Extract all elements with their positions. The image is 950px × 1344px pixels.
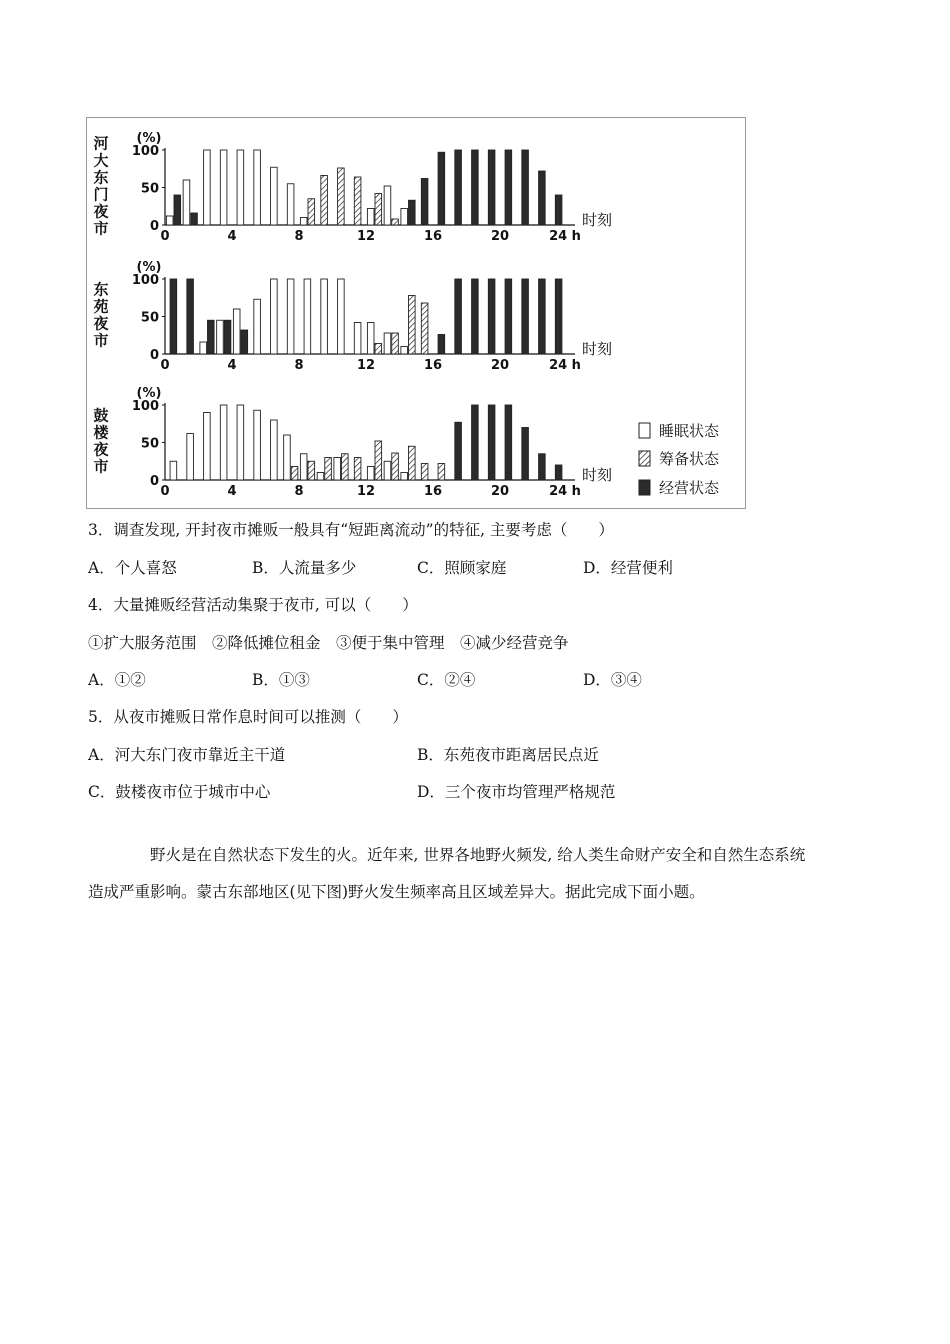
bar-sleep-h0 bbox=[170, 461, 177, 480]
chart-panel-1-title: 河大东门夜市 bbox=[93, 134, 109, 238]
x-tick-label: 8 bbox=[294, 484, 304, 499]
y-tick-label: 100 bbox=[131, 273, 159, 288]
bar-prep-h15 bbox=[421, 464, 428, 481]
bar-sleep-h10 bbox=[338, 279, 345, 354]
question-5-option-d[interactable]: D．三个夜市均管理严格规范 bbox=[417, 783, 616, 801]
bar-prep-h10 bbox=[338, 168, 345, 225]
y-tick-label: 50 bbox=[140, 310, 159, 326]
question-4-option-b[interactable]: B．①③ bbox=[252, 671, 310, 689]
bar-prep-h9 bbox=[325, 458, 332, 481]
bar-prep-h8 bbox=[308, 461, 315, 480]
bar-sleep-h9 bbox=[321, 279, 328, 354]
legend-swatch-sleep bbox=[639, 423, 650, 438]
x-tick-label: 4 bbox=[227, 358, 237, 373]
chart-panel-2-title: 东苑夜市 bbox=[93, 280, 109, 350]
bar-sleep-h12 bbox=[367, 209, 374, 226]
x-tick-label: 12 bbox=[356, 484, 376, 499]
bar-prep-h16 bbox=[438, 464, 445, 481]
bar-sleep-h13 bbox=[384, 461, 391, 480]
x-tick-label: 8 bbox=[294, 229, 304, 244]
bar-operating-h21 bbox=[522, 279, 529, 354]
bar-prep-h13 bbox=[392, 453, 399, 480]
bar-operating-h20 bbox=[505, 405, 512, 480]
bar-operating-h23 bbox=[555, 195, 562, 225]
x-tick-label: 12 bbox=[356, 358, 376, 373]
bar-sleep-h12 bbox=[367, 467, 374, 481]
bar-operating-h20 bbox=[505, 279, 512, 354]
bar-sleep-h7 bbox=[284, 435, 291, 480]
x-tick-label: 24 h bbox=[549, 358, 581, 373]
bar-operating-h1 bbox=[191, 213, 198, 225]
bar-operating-h18 bbox=[472, 150, 479, 225]
x-tick-label: 20 bbox=[490, 229, 510, 244]
x-tick-label: 4 bbox=[227, 229, 237, 244]
y-axis-unit-label: (%) bbox=[136, 386, 162, 401]
question-3-option-a[interactable]: A．个人喜怒 bbox=[88, 559, 177, 577]
bar-prep-h15 bbox=[421, 303, 428, 354]
bar-prep-h8 bbox=[308, 199, 315, 225]
bar-operating-h20 bbox=[505, 150, 512, 225]
bar-operating-h22 bbox=[539, 454, 546, 480]
bar-operating-h18 bbox=[472, 279, 479, 354]
bar-sleep-h14 bbox=[401, 473, 408, 481]
y-tick-label: 50 bbox=[140, 181, 159, 197]
chart-panel-3-title: 鼓楼夜市 bbox=[93, 406, 109, 476]
bar-sleep-h5 bbox=[254, 410, 261, 480]
bar-sleep-h11 bbox=[354, 323, 361, 355]
question-5-option-c[interactable]: C．鼓楼夜市位于城市中心 bbox=[88, 783, 271, 801]
bar-sleep-h7 bbox=[287, 279, 294, 354]
bar-operating-h0 bbox=[170, 279, 177, 354]
bar-sleep-h0 bbox=[166, 216, 173, 225]
bar-operating-h23 bbox=[555, 465, 562, 480]
bar-operating-h18 bbox=[472, 405, 479, 480]
x-tick-label: 24 h bbox=[549, 484, 581, 499]
y-tick-label: 100 bbox=[131, 399, 159, 414]
x-tick-label: 12 bbox=[356, 229, 376, 244]
bar-prep-h11 bbox=[354, 177, 361, 225]
y-tick-label: 100 bbox=[131, 144, 159, 159]
bar-prep-h9 bbox=[321, 176, 328, 226]
x-tick-label: 20 bbox=[490, 484, 510, 499]
chart-legend bbox=[639, 422, 720, 497]
bar-sleep-h8 bbox=[300, 218, 307, 226]
bar-operating-h19 bbox=[488, 150, 495, 225]
bar-prep-h10 bbox=[342, 454, 349, 480]
x-tick-label: 16 bbox=[423, 229, 443, 244]
bar-operating-h15 bbox=[421, 179, 428, 226]
bar-prep-h12 bbox=[375, 441, 382, 480]
y-tick-label: 0 bbox=[149, 474, 159, 489]
bar-operating-h21 bbox=[522, 150, 529, 225]
bar-operating-h17 bbox=[455, 150, 462, 225]
bar-prep-h14 bbox=[409, 446, 416, 480]
question-4-statements: ①扩大服务范围 ②降低摊位租金 ③便于集中管理 ④减少经营竞争 bbox=[88, 634, 569, 652]
question-3-option-c[interactable]: C．照顾家庭 bbox=[417, 559, 507, 577]
bar-sleep-h8 bbox=[304, 279, 311, 354]
bar-operating-h4 bbox=[241, 330, 248, 354]
bar-sleep-h9 bbox=[317, 473, 324, 481]
bar-prep-h13 bbox=[392, 219, 399, 225]
night-market-chart-figure bbox=[86, 117, 746, 509]
x-tick-label: 4 bbox=[227, 484, 237, 499]
chart-panel-1 bbox=[93, 131, 612, 244]
x-axis-label: 时刻 bbox=[582, 466, 613, 484]
bar-sleep-h13 bbox=[384, 333, 391, 354]
bar-sleep-h3 bbox=[220, 405, 227, 480]
bar-sleep-h6 bbox=[271, 279, 278, 354]
legend-swatch-operating bbox=[639, 480, 650, 495]
x-tick-label: 0 bbox=[160, 484, 170, 499]
bar-sleep-h14 bbox=[401, 347, 408, 355]
bar-operating-h17 bbox=[455, 422, 462, 480]
y-axis-unit-label: (%) bbox=[136, 260, 162, 275]
x-tick-label: 20 bbox=[490, 358, 510, 373]
bar-sleep-h12 bbox=[367, 323, 374, 355]
x-tick-label: 0 bbox=[160, 358, 170, 373]
bar-sleep-h13 bbox=[384, 186, 391, 225]
bar-prep-h13 bbox=[392, 333, 399, 354]
bar-sleep-h4 bbox=[237, 150, 244, 225]
bar-sleep-h8 bbox=[300, 454, 307, 480]
bar-operating-h23 bbox=[555, 279, 562, 354]
bar-prep-h12 bbox=[375, 344, 382, 355]
bar-sleep-h10 bbox=[334, 458, 341, 481]
bar-sleep-h14 bbox=[401, 209, 408, 226]
bar-sleep-h5 bbox=[254, 150, 261, 225]
question-5-stem: 5．从夜市摊贩日常作息时间可以推测（ ） bbox=[88, 708, 408, 726]
legend-label-prep: 筹备状态 bbox=[659, 450, 720, 468]
bar-sleep-h3 bbox=[217, 320, 224, 354]
bar-operating-h2 bbox=[208, 320, 215, 354]
bar-operating-h1 bbox=[187, 279, 194, 354]
question-4-option-d[interactable]: D．③④ bbox=[583, 671, 642, 689]
question-3-stem: 3．调查发现, 开封夜市摊贩一般具有“短距离流动”的特征, 主要考虑（ ） bbox=[88, 521, 614, 539]
bar-prep-h7 bbox=[291, 467, 298, 481]
bar-sleep-h2 bbox=[204, 413, 211, 481]
question-5-option-b[interactable]: B．东苑夜市距离居民点近 bbox=[417, 746, 599, 764]
passage-line-1: 野火是在自然状态下发生的火。近年来, 世界各地野火频发, 给人类生命财产安全和自然生态系统 bbox=[150, 846, 806, 864]
bar-sleep-h2 bbox=[204, 150, 211, 225]
bar-prep-h11 bbox=[354, 458, 361, 481]
x-axis-label: 时刻 bbox=[582, 340, 613, 358]
bar-sleep-h1 bbox=[183, 180, 190, 225]
x-tick-label: 16 bbox=[423, 358, 443, 373]
bar-sleep-h7 bbox=[287, 184, 294, 225]
question-4-option-c[interactable]: C．②④ bbox=[417, 671, 476, 689]
y-tick-label: 0 bbox=[149, 219, 159, 234]
y-tick-label: 50 bbox=[140, 436, 159, 452]
bar-sleep-h6 bbox=[271, 420, 278, 480]
question-3-option-b[interactable]: B．人流量多少 bbox=[252, 559, 357, 577]
bar-sleep-h6 bbox=[271, 167, 278, 225]
bar-operating-h16 bbox=[438, 335, 445, 355]
chart-panel-2 bbox=[93, 260, 612, 373]
x-tick-label: 24 h bbox=[549, 229, 581, 244]
bar-operating-h22 bbox=[539, 279, 546, 354]
bar-operating-h21 bbox=[522, 428, 529, 481]
bar-sleep-h4 bbox=[237, 405, 244, 480]
bar-operating-h14 bbox=[409, 200, 416, 225]
question-4-option-a[interactable]: A．①② bbox=[88, 671, 146, 689]
bar-sleep-h2 bbox=[200, 342, 207, 354]
bar-prep-h14 bbox=[409, 296, 416, 355]
y-axis-unit-label: (%) bbox=[136, 131, 162, 146]
bar-operating-h19 bbox=[488, 279, 495, 354]
x-tick-label: 0 bbox=[160, 229, 170, 244]
legend-swatch-prep bbox=[639, 451, 650, 466]
bar-sleep-h3 bbox=[220, 150, 227, 225]
bar-operating-h0 bbox=[174, 195, 181, 225]
passage-line-2: 造成严重影响。蒙古东部地区(见下图)野火发生频率高且区域差异大。据此完成下面小题。 bbox=[88, 883, 705, 901]
bar-operating-h3 bbox=[224, 320, 231, 354]
y-tick-label: 0 bbox=[149, 348, 159, 363]
bar-prep-h12 bbox=[375, 194, 382, 226]
x-tick-label: 16 bbox=[423, 484, 443, 499]
question-5-option-a[interactable]: A．河大东门夜市靠近主干道 bbox=[88, 746, 286, 764]
night-market-charts bbox=[87, 118, 747, 510]
bar-operating-h19 bbox=[488, 405, 495, 480]
x-tick-label: 8 bbox=[294, 358, 304, 373]
legend-label-sleep: 睡眠状态 bbox=[659, 422, 720, 440]
question-3-option-d[interactable]: D．经营便利 bbox=[583, 559, 673, 577]
question-4-stem: 4．大量摊贩经营活动集聚于夜市, 可以（ ） bbox=[88, 596, 418, 614]
bar-operating-h17 bbox=[455, 279, 462, 354]
bar-operating-h22 bbox=[539, 171, 546, 225]
bar-sleep-h5 bbox=[254, 299, 261, 354]
chart-panel-3 bbox=[93, 386, 612, 499]
bar-operating-h16 bbox=[438, 152, 445, 225]
legend-label-operating: 经营状态 bbox=[659, 479, 720, 497]
bar-sleep-h4 bbox=[233, 309, 240, 354]
bar-sleep-h1 bbox=[187, 434, 194, 481]
x-axis-label: 时刻 bbox=[582, 211, 613, 229]
